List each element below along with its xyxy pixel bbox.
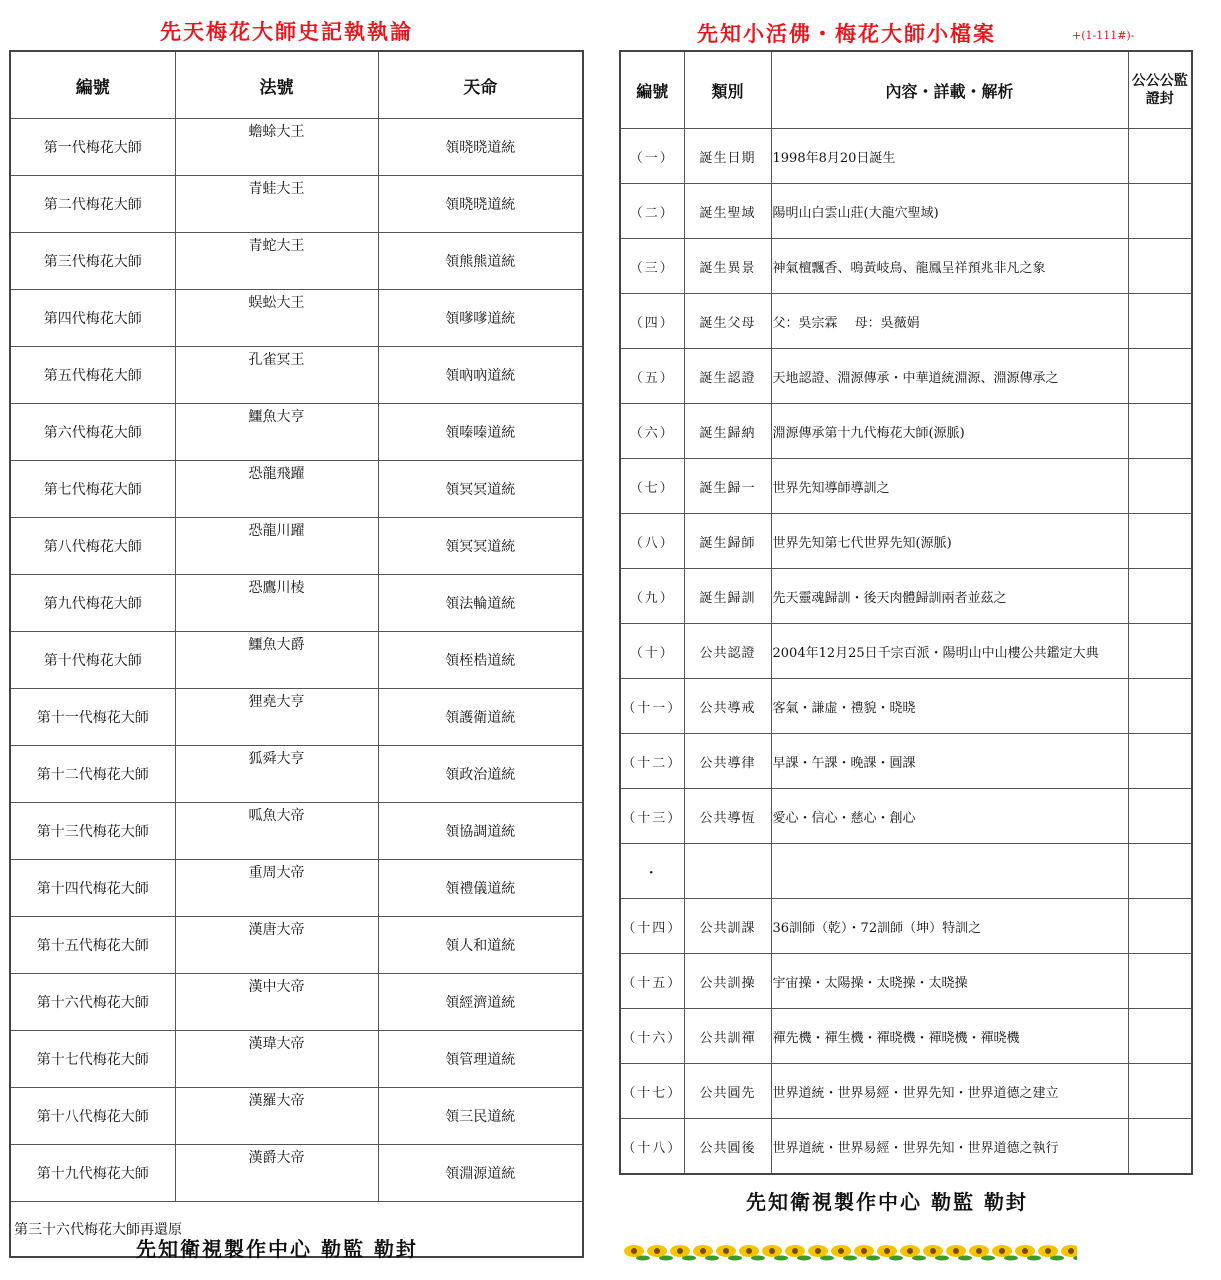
document-code: +(1-111#)- bbox=[1072, 29, 1135, 42]
profile-row bbox=[620, 679, 1192, 734]
category-cell: 公共訓課 bbox=[684, 899, 771, 954]
category-cell: 誕生聖域 bbox=[684, 184, 771, 239]
content-cell bbox=[771, 844, 1128, 899]
mandate-cell: 領經濟道統 bbox=[378, 974, 583, 1031]
dharma-name-cell: 呱魚大帝 bbox=[175, 803, 378, 860]
generation-cell: 第十八代梅花大師 bbox=[10, 1088, 175, 1145]
sunflower-icon bbox=[624, 1245, 650, 1261]
mandate-cell: 領嗲嗲道統 bbox=[378, 290, 583, 347]
generation-cell: 第三代梅花大師 bbox=[10, 233, 175, 290]
dharma-name-cell: 蟾蜍大王 bbox=[175, 119, 378, 176]
profile-row bbox=[620, 459, 1192, 514]
seal-cell bbox=[1128, 349, 1192, 404]
dharma-name-cell: 鱷魚大爵 bbox=[175, 632, 378, 689]
profile-row bbox=[620, 1064, 1192, 1119]
seal-cell bbox=[1128, 1119, 1192, 1175]
seal-cell bbox=[1128, 899, 1192, 954]
mandate-cell: 領桎梏道統 bbox=[378, 632, 583, 689]
lineage-row bbox=[10, 176, 583, 233]
item-number-cell: （十三） bbox=[620, 789, 684, 844]
seal-cell bbox=[1128, 404, 1192, 459]
content-cell: 先天靈魂歸訓・後天肉體歸訓兩者並茲之 bbox=[771, 569, 1128, 624]
category-cell: 誕生異景 bbox=[684, 239, 771, 294]
dharma-name-cell: 恐鷹川棱 bbox=[175, 575, 378, 632]
left-title: 先天梅花大師史記執執論 bbox=[160, 19, 413, 44]
lineage-table bbox=[9, 50, 584, 1258]
seal-cell bbox=[1128, 459, 1192, 514]
content-cell: 宇宙操・太陽操・太𣇈操・太𣇈操 bbox=[771, 954, 1128, 1009]
dharma-name-cell: 漢瑋大帝 bbox=[175, 1031, 378, 1088]
generation-cell: 第十七代梅花大師 bbox=[10, 1031, 175, 1088]
lineage-row bbox=[10, 404, 583, 461]
sunflower-icon bbox=[1015, 1245, 1041, 1261]
lineage-header-row bbox=[10, 51, 583, 119]
dharma-name-cell: 漢羅大帝 bbox=[175, 1088, 378, 1145]
item-number-cell: （十） bbox=[620, 624, 684, 679]
profile-row bbox=[620, 294, 1192, 349]
left-footer: 先知衛視製作中心 勒監 勒封 bbox=[136, 1237, 418, 1261]
generation-cell: 第十代梅花大師 bbox=[10, 632, 175, 689]
item-number-cell: （八） bbox=[620, 514, 684, 569]
seal-cell bbox=[1128, 1064, 1192, 1119]
content-cell: 陽明山白雲山莊(大龍穴聖域) bbox=[771, 184, 1128, 239]
seal-cell bbox=[1128, 734, 1192, 789]
dharma-name-cell: 漢爵大帝 bbox=[175, 1145, 378, 1202]
mandate-cell: 領三民道統 bbox=[378, 1088, 583, 1145]
category-cell: 誕生歸納 bbox=[684, 404, 771, 459]
sunflower-icon bbox=[923, 1245, 949, 1261]
profile-row bbox=[620, 954, 1192, 1009]
profile-table bbox=[619, 50, 1193, 1175]
profile-row bbox=[620, 404, 1192, 459]
profile-row bbox=[620, 239, 1192, 294]
profile-row bbox=[620, 184, 1192, 239]
generation-cell: 第七代梅花大師 bbox=[10, 461, 175, 518]
sunflower-icon bbox=[900, 1245, 926, 1261]
generation-cell: 第十四代梅花大師 bbox=[10, 860, 175, 917]
sunflower-icon bbox=[854, 1245, 880, 1261]
profile-row bbox=[620, 734, 1192, 789]
mandate-cell: 領管理道統 bbox=[378, 1031, 583, 1088]
mandate-cell: 領政治道統 bbox=[378, 746, 583, 803]
seal-cell bbox=[1128, 1009, 1192, 1064]
lineage-row bbox=[10, 917, 583, 974]
mandate-cell: 領冥冥道統 bbox=[378, 518, 583, 575]
profile-row bbox=[620, 1119, 1192, 1175]
dharma-name-cell: 鱷魚大亨 bbox=[175, 404, 378, 461]
dharma-name-cell: 重周大帝 bbox=[175, 860, 378, 917]
dharma-name-cell: 孔雀冥王 bbox=[175, 347, 378, 404]
lineage-row bbox=[10, 290, 583, 347]
header-category: 類別 bbox=[684, 51, 771, 129]
lineage-row bbox=[10, 1088, 583, 1145]
seal-cell bbox=[1128, 679, 1192, 734]
sunflower-icon bbox=[670, 1245, 696, 1261]
generation-cell: 第十二代梅花大師 bbox=[10, 746, 175, 803]
content-cell: 天地認證、淵源傳承・中華道統淵源、淵源傳承之 bbox=[771, 349, 1128, 404]
item-number-cell: （一） bbox=[620, 129, 684, 184]
category-cell: 公共認證 bbox=[684, 624, 771, 679]
dharma-name-cell: 青蛇大王 bbox=[175, 233, 378, 290]
seal-cell bbox=[1128, 624, 1192, 679]
mandate-cell: 領法輪道統 bbox=[378, 575, 583, 632]
category-cell: 公共導恆 bbox=[684, 789, 771, 844]
category-cell: 誕生歸訓 bbox=[684, 569, 771, 624]
seal-cell bbox=[1128, 569, 1192, 624]
generation-cell: 第十九代梅花大師 bbox=[10, 1145, 175, 1202]
item-number-cell: （九） bbox=[620, 569, 684, 624]
dharma-name-cell: 狐舜大亨 bbox=[175, 746, 378, 803]
profile-row bbox=[620, 789, 1192, 844]
sunflower-icon bbox=[647, 1245, 673, 1261]
header-seal: 公公公監證封 bbox=[1128, 51, 1192, 129]
content-cell: 世界道統・世界易經・世界先知・世界道德之建立 bbox=[771, 1064, 1128, 1119]
profile-row bbox=[620, 624, 1192, 679]
lineage-row bbox=[10, 689, 583, 746]
sunflower-icon bbox=[831, 1245, 857, 1261]
profile-row bbox=[620, 844, 1192, 899]
item-number-cell: （十六） bbox=[620, 1009, 684, 1064]
dharma-name-cell: 狸堯大亨 bbox=[175, 689, 378, 746]
generation-cell: 第十五代梅花大師 bbox=[10, 917, 175, 974]
mandate-cell: 領熊熊道統 bbox=[378, 233, 583, 290]
dharma-name-cell: 恐龍川躍 bbox=[175, 518, 378, 575]
sunflower-icon bbox=[969, 1245, 995, 1261]
category-cell: 誕生父母 bbox=[684, 294, 771, 349]
generation-cell: 第二代梅花大師 bbox=[10, 176, 175, 233]
profile-row bbox=[620, 569, 1192, 624]
sunflower-icon bbox=[877, 1245, 903, 1261]
mandate-cell: 領護衛道統 bbox=[378, 689, 583, 746]
mandate-cell: 領人和道統 bbox=[378, 917, 583, 974]
item-number-cell: （十一） bbox=[620, 679, 684, 734]
lineage-row bbox=[10, 461, 583, 518]
sunflower-icon bbox=[762, 1245, 788, 1261]
dharma-name-cell: 漢中大帝 bbox=[175, 974, 378, 1031]
content-cell: 2004年12月25日千宗百派・陽明山中山樓公共鑑定大典 bbox=[771, 624, 1128, 679]
content-cell: 世界道統・世界易經・世界先知・世界道德之執行 bbox=[771, 1119, 1128, 1175]
mandate-cell: 領協調道統 bbox=[378, 803, 583, 860]
seal-cell bbox=[1128, 844, 1192, 899]
item-number-cell: （十五） bbox=[620, 954, 684, 1009]
mandate-cell: 領禮儀道統 bbox=[378, 860, 583, 917]
generation-cell: 第六代梅花大師 bbox=[10, 404, 175, 461]
content-cell: 客氣・謙虛・禮貌・𣇈𣇈 bbox=[771, 679, 1128, 734]
item-number-cell: （二） bbox=[620, 184, 684, 239]
content-cell: 父：吳宗霖 母：吳薇娟 bbox=[771, 294, 1128, 349]
lineage-row bbox=[10, 233, 583, 290]
generation-cell: 第十一代梅花大師 bbox=[10, 689, 175, 746]
generation-cell: 第四代梅花大師 bbox=[10, 290, 175, 347]
category-cell: 公共導戒 bbox=[684, 679, 771, 734]
dharma-name-cell: 漢唐大帝 bbox=[175, 917, 378, 974]
item-number-cell: （十四） bbox=[620, 899, 684, 954]
item-number-cell: （六） bbox=[620, 404, 684, 459]
content-cell: 愛心・信心・慈心・創心 bbox=[771, 789, 1128, 844]
sunflower-icon bbox=[1038, 1245, 1064, 1261]
seal-cell bbox=[1128, 129, 1192, 184]
mandate-cell: 領淵源道統 bbox=[378, 1145, 583, 1202]
content-cell: 禪先機・禪生機・禪𣇈機・禪𣇈機・禪𣇈機 bbox=[771, 1009, 1128, 1064]
category-cell: 公共圓先 bbox=[684, 1064, 771, 1119]
content-cell: 淵源傳承第十九代梅花大師(源脈) bbox=[771, 404, 1128, 459]
mandate-cell: 領嗪嗪道統 bbox=[378, 404, 583, 461]
header-dharma-name: 法號 bbox=[175, 51, 378, 119]
lineage-footer-note: 第三十六代梅花大師再還原 bbox=[10, 1202, 583, 1258]
mandate-cell: 領𣇈𣇈道統 bbox=[378, 176, 583, 233]
lineage-row bbox=[10, 860, 583, 917]
generation-cell: 第九代梅花大師 bbox=[10, 575, 175, 632]
lineage-row bbox=[10, 632, 583, 689]
item-number-cell: （十八） bbox=[620, 1119, 684, 1175]
profile-row bbox=[620, 514, 1192, 569]
lineage-row bbox=[10, 575, 583, 632]
generation-cell: 第十三代梅花大師 bbox=[10, 803, 175, 860]
seal-cell bbox=[1128, 239, 1192, 294]
lineage-row bbox=[10, 518, 583, 575]
category-cell: 公共訓禪 bbox=[684, 1009, 771, 1064]
item-number-cell: （四） bbox=[620, 294, 684, 349]
lineage-row bbox=[10, 746, 583, 803]
dharma-name-cell: 恐龍飛躍 bbox=[175, 461, 378, 518]
profile-header-row bbox=[620, 51, 1192, 129]
generation-cell: 第十六代梅花大師 bbox=[10, 974, 175, 1031]
sunflower-icon bbox=[992, 1245, 1018, 1261]
seal-cell bbox=[1128, 514, 1192, 569]
header-mandate: 天命 bbox=[378, 51, 583, 119]
item-number-cell: （七） bbox=[620, 459, 684, 514]
lineage-row bbox=[10, 347, 583, 404]
profile-row bbox=[620, 899, 1192, 954]
dharma-name-cell: 青蛙大王 bbox=[175, 176, 378, 233]
lineage-row bbox=[10, 974, 583, 1031]
dharma-name-cell: 蜈蚣大王 bbox=[175, 290, 378, 347]
seal-cell bbox=[1128, 294, 1192, 349]
profile-row bbox=[620, 129, 1192, 184]
right-footer: 先知衛視製作中心 勒監 勒封 bbox=[746, 1190, 1028, 1214]
seal-cell bbox=[1128, 954, 1192, 1009]
header-content: 內容・詳載・解析 bbox=[771, 51, 1128, 129]
content-cell: 世界先知第七代世界先知(源脈) bbox=[771, 514, 1128, 569]
generation-cell: 第一代梅花大師 bbox=[10, 119, 175, 176]
sunflower-icon bbox=[739, 1245, 765, 1261]
seal-cell bbox=[1128, 184, 1192, 239]
item-number-cell: （五） bbox=[620, 349, 684, 404]
category-cell: 公共導律 bbox=[684, 734, 771, 789]
sunflower-icon bbox=[808, 1245, 834, 1261]
category-cell: 誕生歸一 bbox=[684, 459, 771, 514]
sunflower-icon bbox=[716, 1245, 742, 1261]
category-cell: 公共圓後 bbox=[684, 1119, 771, 1175]
sunflower-icon bbox=[946, 1245, 972, 1261]
header-number: 編號 bbox=[10, 51, 175, 119]
lineage-row bbox=[10, 1031, 583, 1088]
profile-row bbox=[620, 1009, 1192, 1064]
right-title: 先知小活佛・梅花大師小檔案 bbox=[697, 21, 996, 46]
lineage-row bbox=[10, 119, 583, 176]
header-number: 編號 bbox=[620, 51, 684, 129]
sunflower-icon bbox=[693, 1245, 719, 1261]
sunflower-icon bbox=[785, 1245, 811, 1261]
lineage-row bbox=[10, 803, 583, 860]
item-number-cell: （三） bbox=[620, 239, 684, 294]
category-cell: 誕生歸師 bbox=[684, 514, 771, 569]
category-cell: 誕生日期 bbox=[684, 129, 771, 184]
generation-cell: 第五代梅花大師 bbox=[10, 347, 175, 404]
category-cell: 公共訓操 bbox=[684, 954, 771, 1009]
seal-cell bbox=[1128, 789, 1192, 844]
sunflower-border bbox=[622, 1240, 1077, 1264]
mandate-cell: 領𣇈𣇈道統 bbox=[378, 119, 583, 176]
category-cell bbox=[684, 844, 771, 899]
content-cell: 1998年8月20日誕生 bbox=[771, 129, 1128, 184]
lineage-row bbox=[10, 1145, 583, 1202]
item-number-cell: ・ bbox=[620, 844, 684, 899]
category-cell: 誕生認證 bbox=[684, 349, 771, 404]
mandate-cell: 領吶吶道統 bbox=[378, 347, 583, 404]
profile-row bbox=[620, 349, 1192, 404]
item-number-cell: （十七） bbox=[620, 1064, 684, 1119]
mandate-cell: 領冥冥道統 bbox=[378, 461, 583, 518]
content-cell: 神氣檀飄香、鳴黃岐鳥、龍鳳呈祥預兆非凡之象 bbox=[771, 239, 1128, 294]
content-cell: 36訓師（乾）・72訓師（坤）特訓之 bbox=[771, 899, 1128, 954]
content-cell: 早課・午課・晚課・圓課 bbox=[771, 734, 1128, 789]
item-number-cell: （十二） bbox=[620, 734, 684, 789]
content-cell: 世界先知導師導訓之 bbox=[771, 459, 1128, 514]
generation-cell: 第八代梅花大師 bbox=[10, 518, 175, 575]
